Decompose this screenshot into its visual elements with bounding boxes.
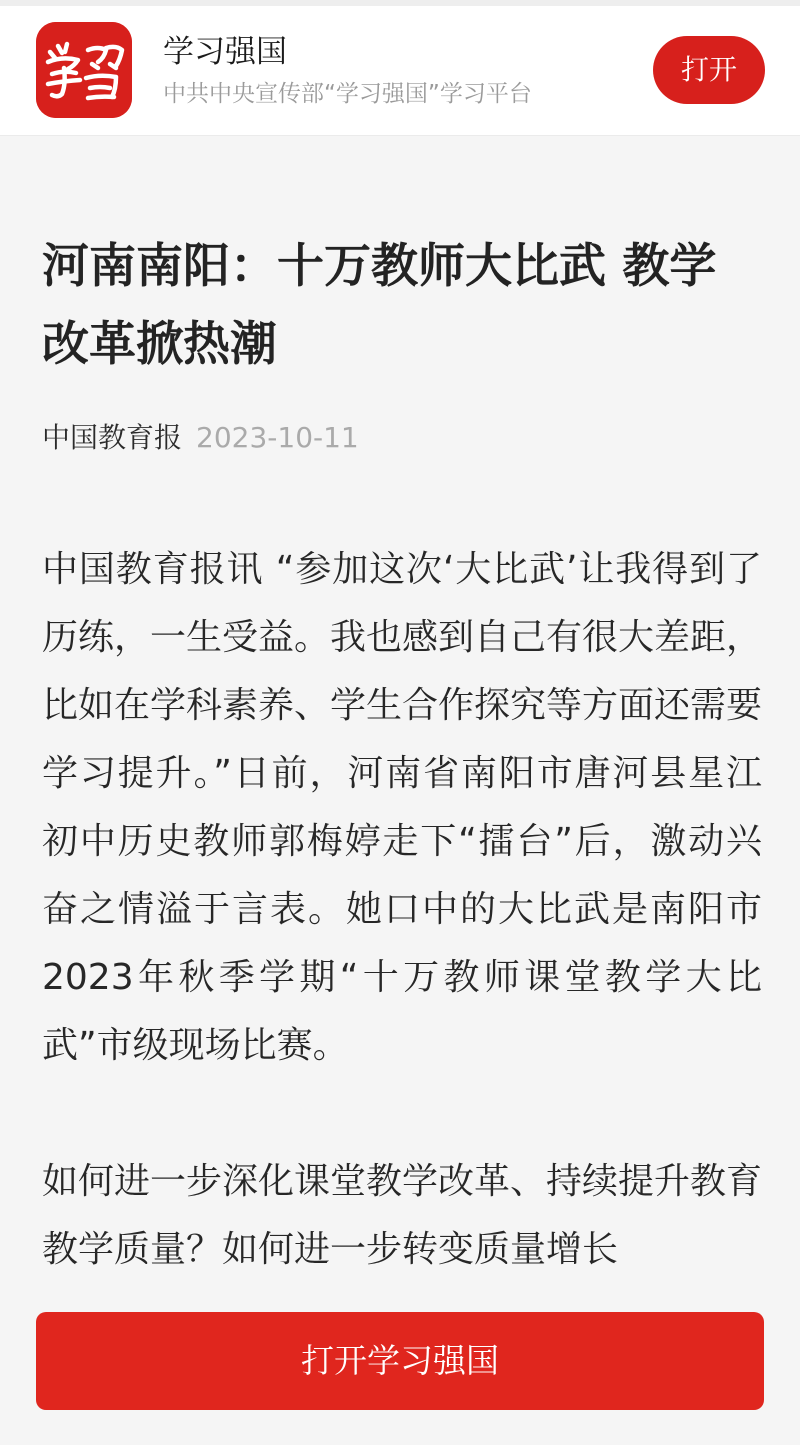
article (42, 228, 762, 1284)
article-paragraph: 中国教育报讯 “参加这次‘大比武’让我得到了历练，一生受益。我也感到自己有很大差距，比如在学科素养、学生合作探究等方面还需要学习提升。”日前，河南省南阳市唐河县星江初中历史教师郭梅婷走下“擂台”后，激动兴奋之情溢于言表。她口中的大比武是南阳市2023年秋季学期“十万教师课堂教学大比武”市级现场比赛。 (42, 549, 763, 1066)
app-name: 学习强国 (163, 34, 287, 70)
logo-calligraphy-icon (36, 22, 132, 118)
app-download-banner (0, 6, 800, 136)
article-source: 中国教育报 (42, 421, 183, 454)
xuexi-logo-icon[interactable] (36, 22, 132, 118)
open-app-button[interactable]: 打开 (653, 36, 765, 104)
article-paragraph: 如何进一步深化课堂教学改革、持续提升教育教学质量？如何进一步转变质量增长 (42, 1161, 763, 1270)
open-xuexi-button[interactable]: 打开学习强国 (36, 1312, 764, 1410)
article-meta (42, 418, 762, 458)
article-title: 河南南阳：十万教师大比武 教学改革掀热潮 (42, 239, 717, 372)
article-date: 2023-10-11 (196, 421, 359, 454)
app-tagline: 中共中央宣传部“学习强国”学习平台 (163, 81, 532, 107)
